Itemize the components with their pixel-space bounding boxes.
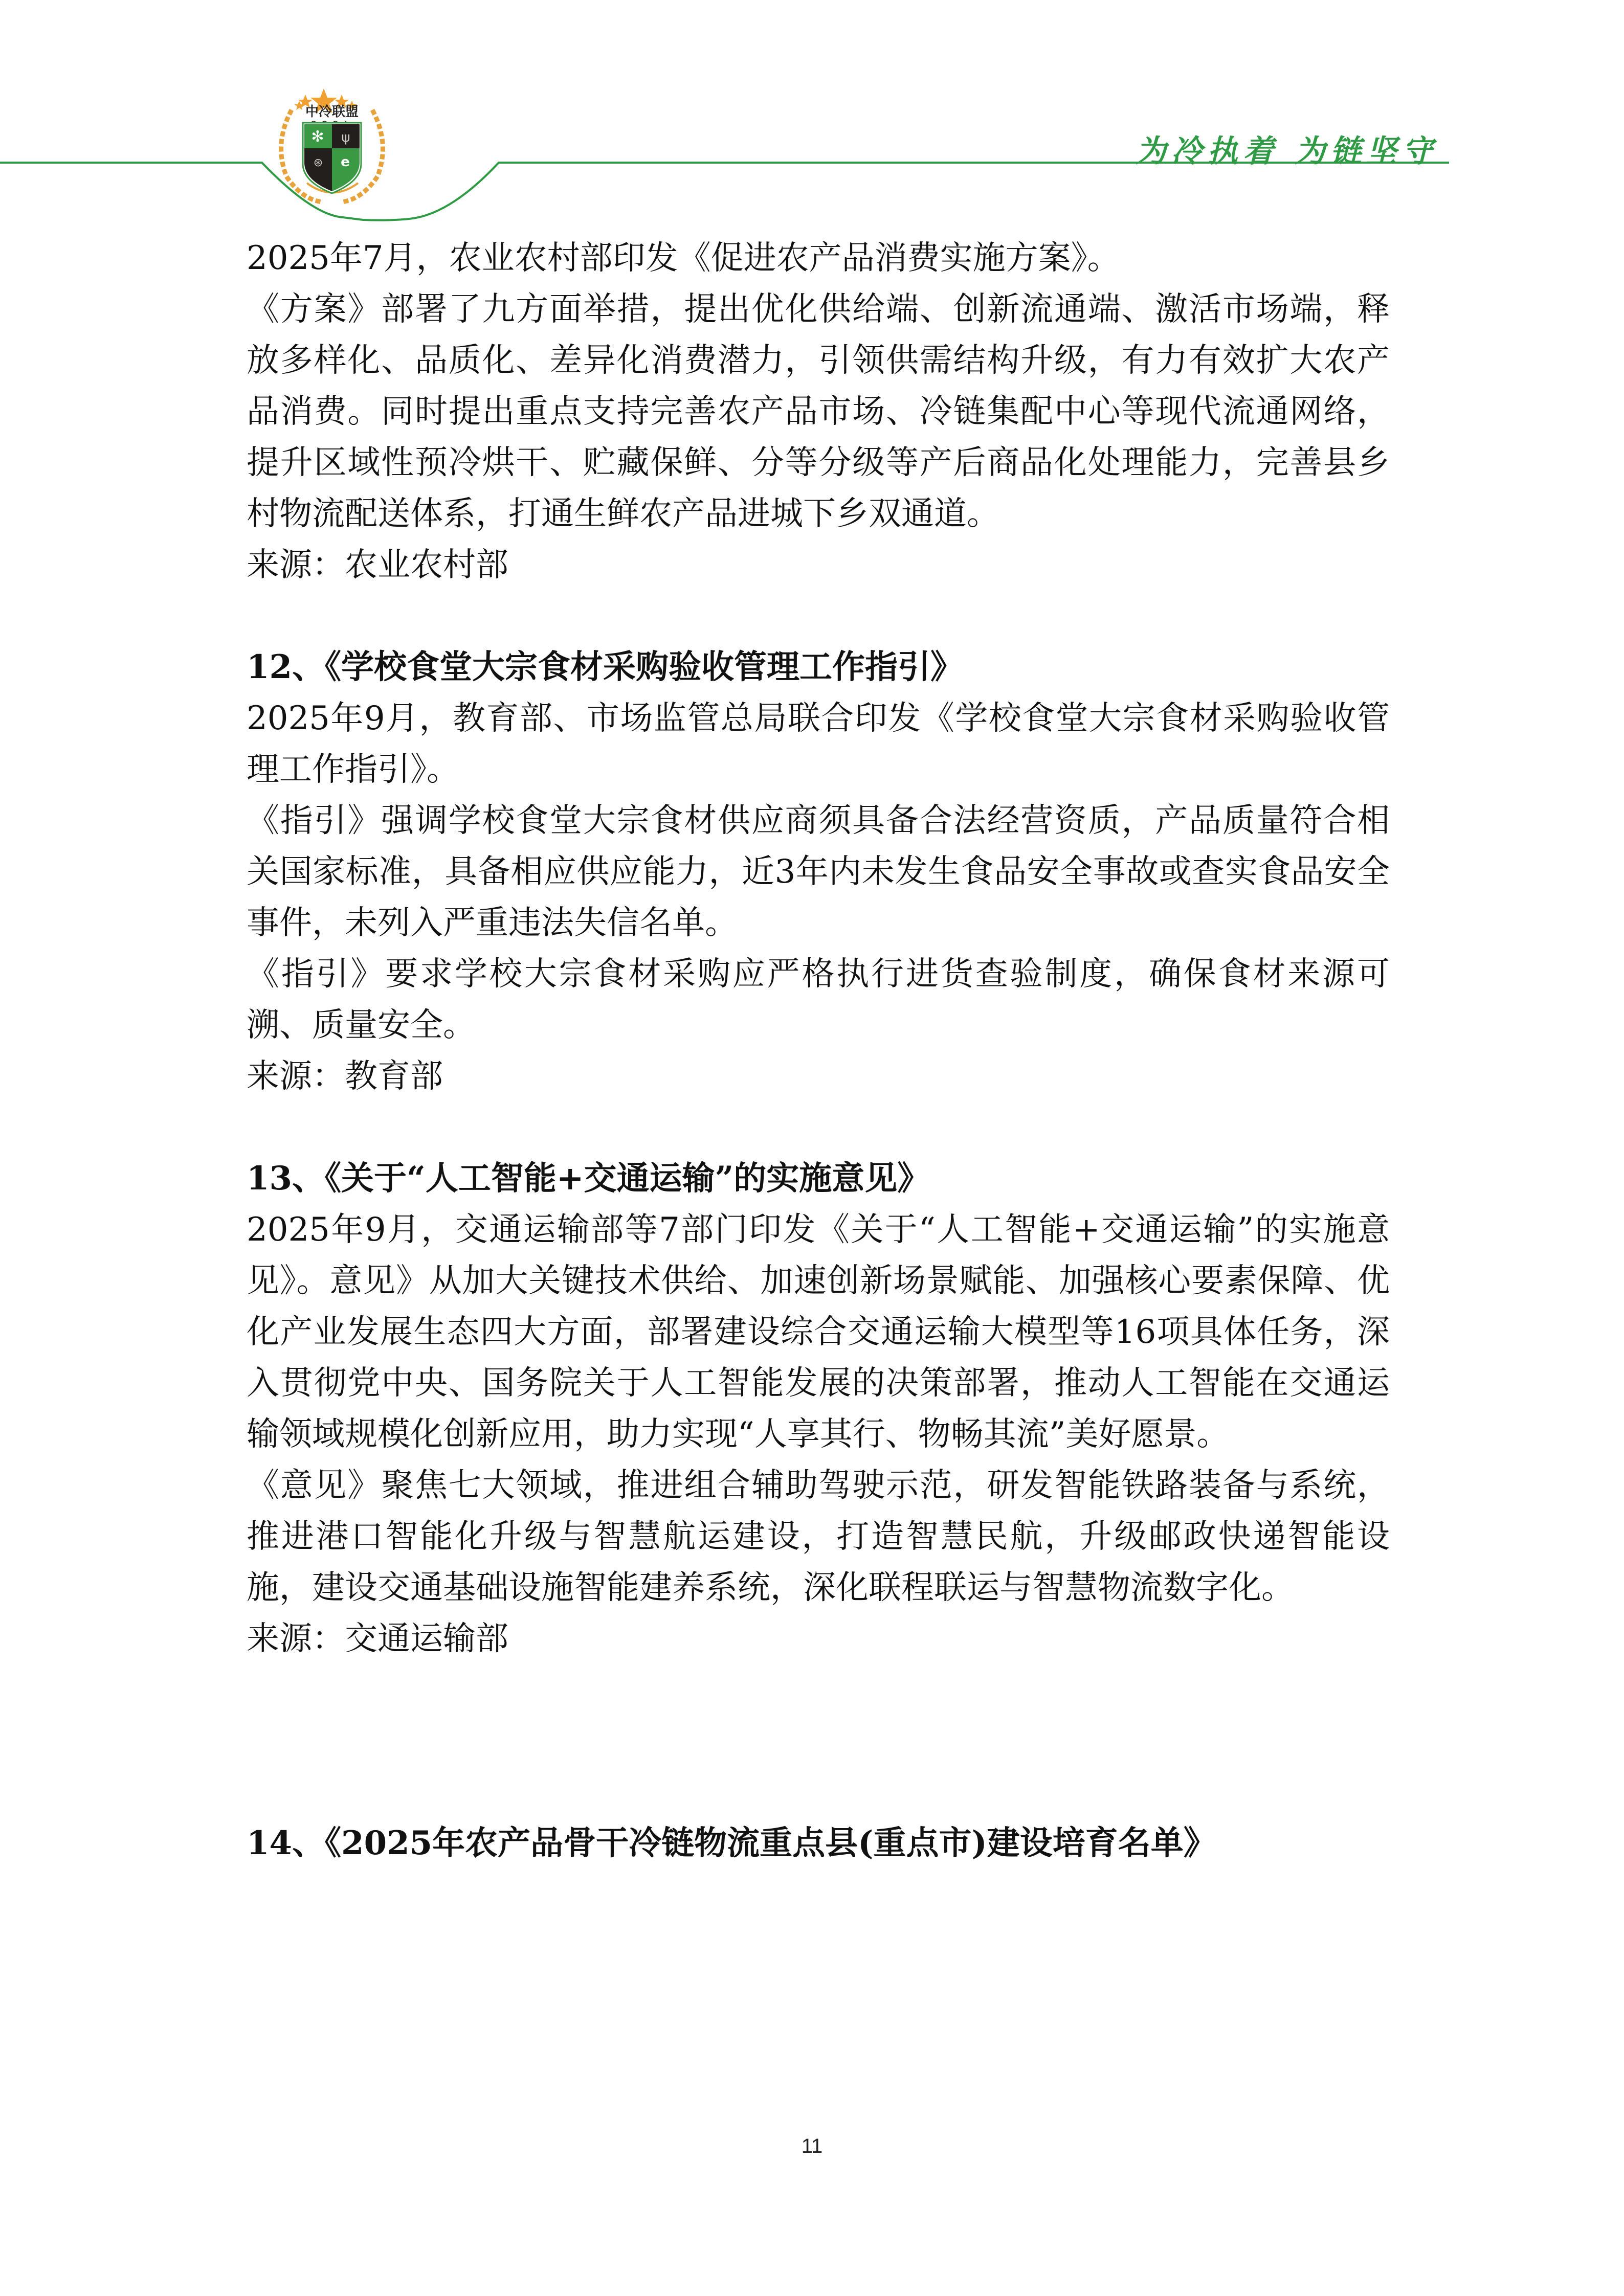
svg-text:✻: ✻ xyxy=(311,128,324,146)
svg-text:e: e xyxy=(341,154,350,170)
ccca-shield-logo-icon xyxy=(281,88,383,202)
document-body xyxy=(247,233,1390,1869)
section11-source: 来源：农业农村部 xyxy=(247,546,508,584)
section12-source: 来源：教育部 xyxy=(247,1057,443,1095)
section14-title: 14、《2025年农产品骨干冷链物流重点县(重点市)建设培育名单》 xyxy=(247,1824,1216,1862)
svg-text:中冷联盟: 中冷联盟 xyxy=(305,104,359,120)
section13-title: 13、《关于“人工智能+交通运输”的实施意见》 xyxy=(247,1159,930,1198)
page-number: 11 xyxy=(801,2135,823,2157)
section12-intro: 2025年9月，教育部、市场监管总局联合印发《学校食堂大宗食材采购验收管理工作指引》。 xyxy=(247,700,1390,789)
section11-body: 《方案》部署了九方面举措，提出优化供给端、创新流通端、激活市场端，释放多样化、品质化、差异化消费潜力，引领供需结构升级，有力有效扩大农产品消费。同时提出重点支持完善农产品市场、冷链集配中心等现代流通网络，提升区域性预冷烘干、贮藏保鲜、分等分级等产后商品化处理能力，完善县乡村物流配送体系，打通生鲜农产品进城下乡双通道。 xyxy=(247,290,1390,533)
svg-text:ψ: ψ xyxy=(341,130,350,145)
header-line-decoration xyxy=(0,0,1624,225)
page-header xyxy=(0,0,1624,225)
section12-title: 12、《学校食堂大宗食材采购验收管理工作指引》 xyxy=(247,648,964,686)
section13-source: 来源：交通运输部 xyxy=(247,1620,508,1658)
section13-body1: 2025年9月，交通运输部等7部门印发《关于“人工智能+交通运输”的实施意见》。意见》从加大关键技术供给、加速创新场景赋能、加强核心要素保障、优化产业发展生态四大方面，部署建设综合交通运输大模型等16项具体任务，深入贯彻党中央、国务院关于人工智能发展的决策部署，推动人工智能在交通运输领域规模化创新应用，助力实现“人享其行、物畅其流”美好愿景。 xyxy=(247,1211,1390,1453)
spacer xyxy=(247,1664,1390,1818)
header-slogan: 为冷执着 为链坚守 xyxy=(1136,133,1438,169)
spacer xyxy=(247,591,1390,642)
svg-text:⊛: ⊛ xyxy=(313,156,323,169)
section11-intro: 2025年7月，农业农村部印发《促进农产品消费实施方案》。 xyxy=(247,239,1120,277)
section12-body2: 《指引》要求学校大宗食材采购应严格执行进货查验制度，确保食材来源可溯、质量安全。 xyxy=(247,955,1390,1044)
section13-body2: 《意见》聚焦七大领域，推进组合辅助驾驶示范，研发智能铁路装备与系统，推进港口智能化升级与智慧航运建设，打造智慧民航，升级邮政快递智能设施，建设交通基础设施智能建养系统，深化联程联运与智慧物流数字化。 xyxy=(247,1467,1390,1607)
section12-body1: 《指引》强调学校食堂大宗食材供应商须具备合法经营资质，产品质量符合相关国家标准，具备相应供应能力，近3年内未发生食品安全事故或查实食品安全事件，未列入严重违法失信名单。 xyxy=(247,802,1390,942)
spacer xyxy=(247,1102,1390,1153)
